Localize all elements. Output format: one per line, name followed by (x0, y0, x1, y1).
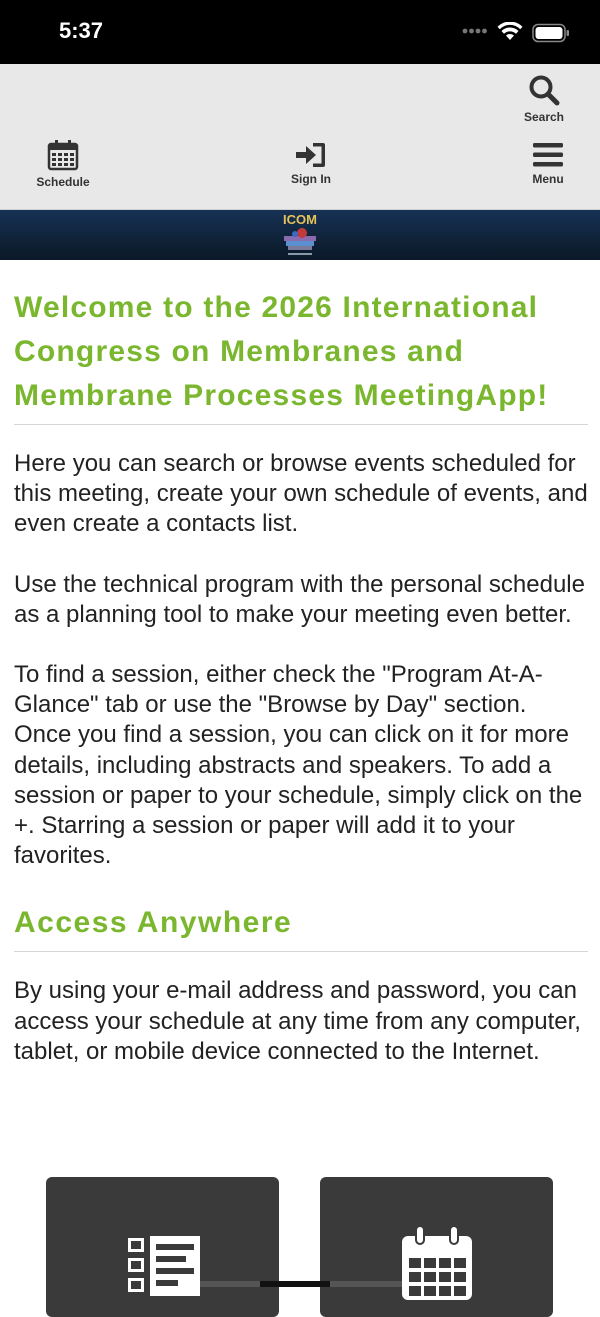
calendar-icon (47, 139, 79, 171)
signal-dots-icon (462, 28, 488, 34)
logo-text: ICOM (283, 212, 317, 227)
main-content (14, 286, 588, 1067)
search-icon (528, 74, 560, 106)
find-session-paragraph: To find a session, either check the "Program At-A-Glance" tab or use the "Browse by Day" section. Once you find a session, you can click on it for more details, including abstracts and speakers. To add a session or paper to your schedule, simply click on the +. Starring a session or paper will add it to your favorites. (14, 661, 583, 870)
calendar-icon (400, 1226, 474, 1302)
menu-button[interactable] (518, 142, 578, 186)
section-heading-access: Access Anywhere (14, 901, 588, 952)
top-nav (0, 64, 600, 210)
sign-in-button[interactable] (276, 142, 346, 186)
sign-in-icon (296, 142, 326, 168)
program-paragraph: Use the technical program with the personal schedule as a planning tool to make your meeting even better. (14, 570, 585, 628)
status-time: 5:37 (59, 18, 104, 43)
search-button[interactable] (514, 74, 574, 124)
status-bar (0, 0, 600, 64)
list-icon (128, 1236, 200, 1296)
intro-paragraph: Here you can search or browse events scheduled for this meeting, create your own schedule of events, and even create a contacts list. (14, 450, 588, 538)
schedule-button[interactable] (28, 139, 98, 189)
sign-in-label: Sign In (291, 172, 331, 186)
search-label: Search (523, 110, 565, 124)
schedule-label: Schedule (36, 175, 90, 189)
page-title: Welcome to the 2026 International Congress on Membranes and Membrane Processes MeetingApp! (14, 286, 588, 425)
hamburger-menu-icon (533, 142, 563, 168)
sync-connector (180, 1281, 410, 1287)
wifi-icon (497, 22, 523, 42)
icom-logo[interactable] (280, 212, 320, 258)
menu-label: Menu (532, 172, 564, 186)
battery-icon (532, 23, 570, 43)
logo-graphic-icon (280, 212, 320, 258)
header-banner (0, 210, 600, 260)
access-paragraph: By using your e-mail address and password, you can access your schedule at any time from any computer, tablet, or mobile device connected to the Internet. (14, 977, 581, 1065)
